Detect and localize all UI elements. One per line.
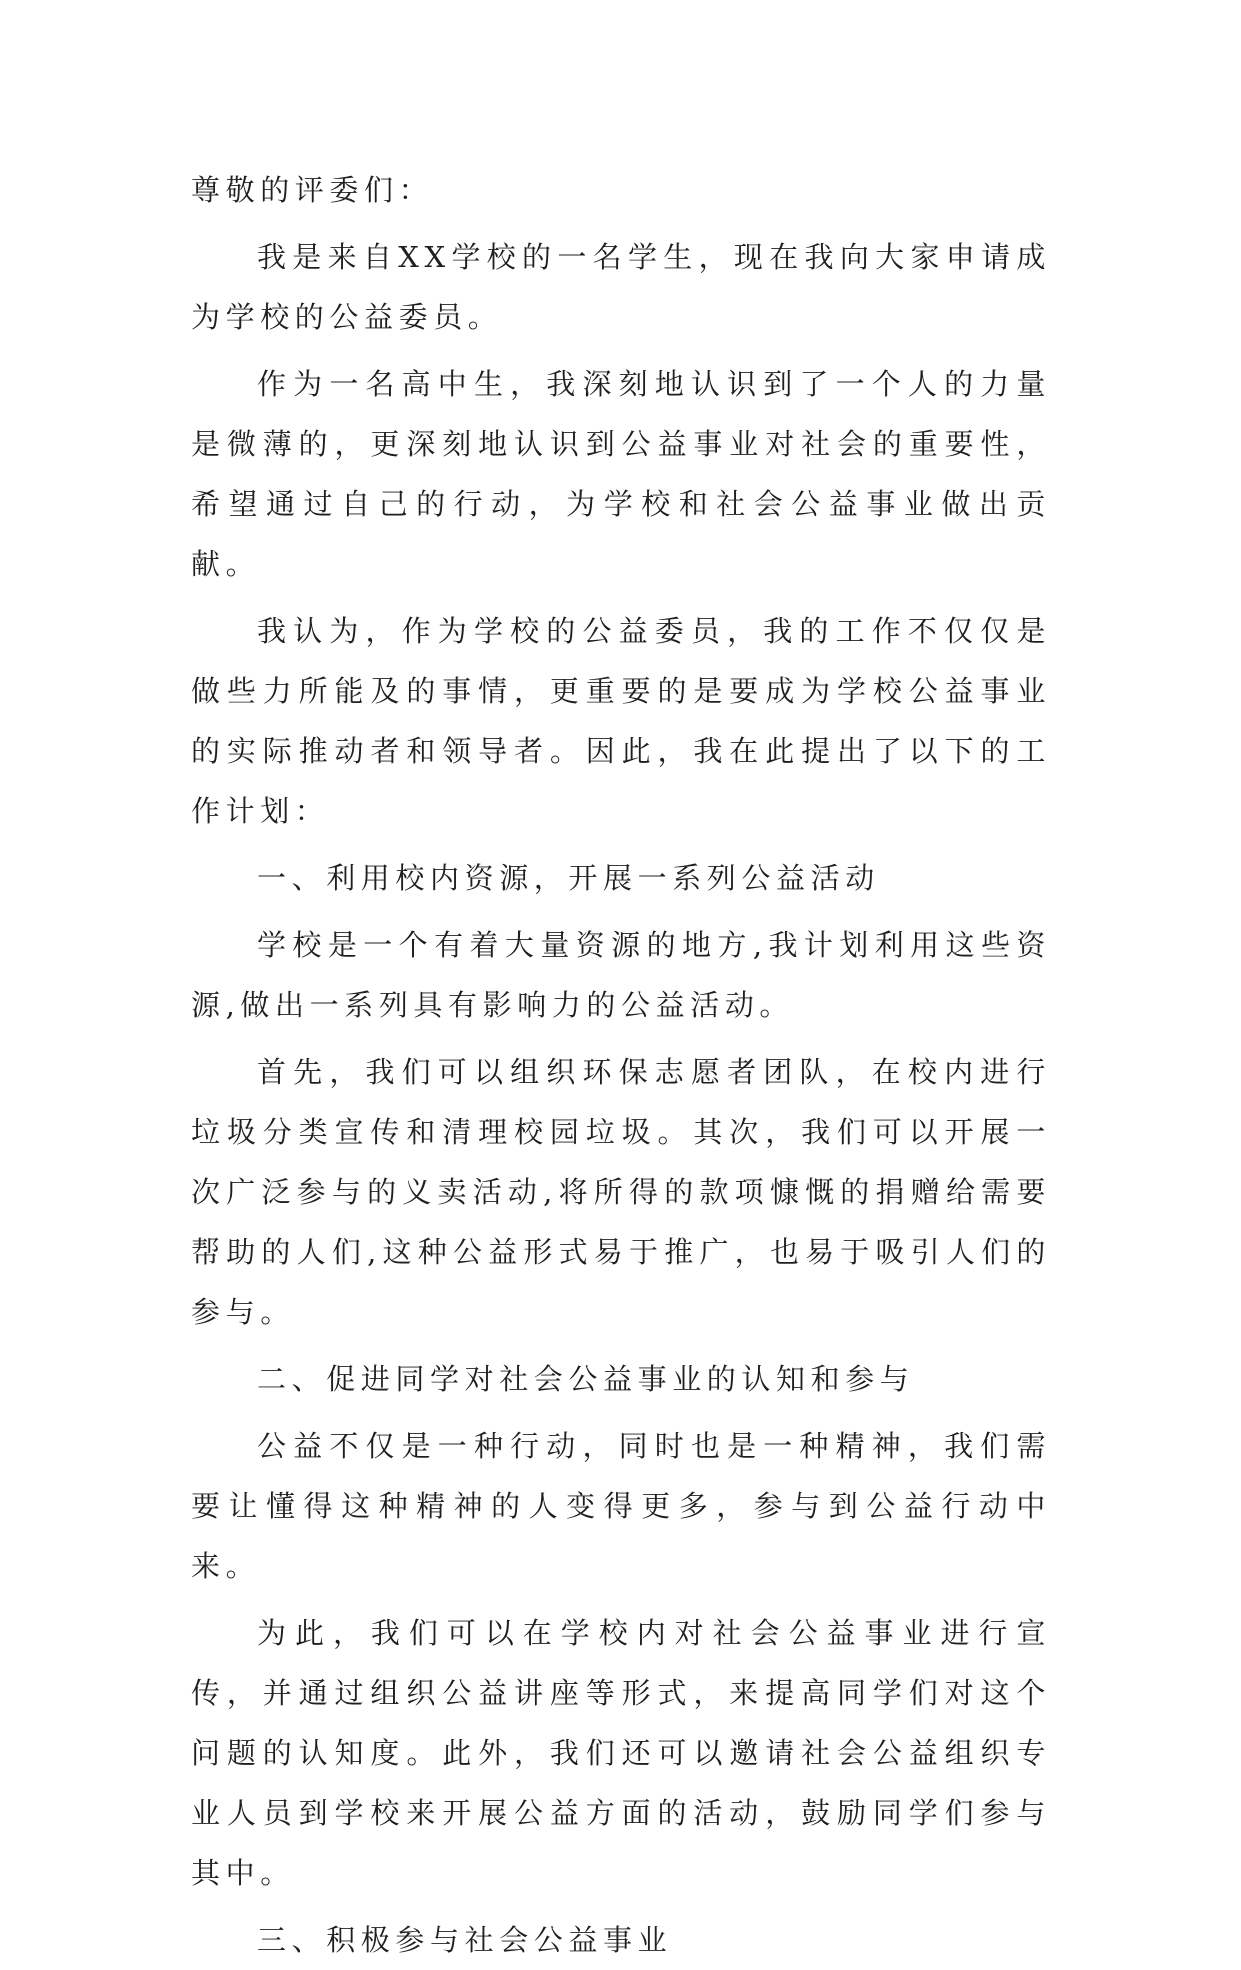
paragraph-spirit: 公益不仅是一种行动，同时也是一种精神，我们需要让懂得这种精神的人变得更多，参与到公益行动中来。 (191, 1429, 1051, 1583)
paragraph-role: 我认为，作为学校的公益委员，我的工作不仅仅是做些力所能及的事情，更重要的是要成为学校公益事业的实际推动者和领导者。因此，我在此提出了以下的工作计划： (191, 614, 1051, 828)
section-heading-3: 三、积极参与社会公益事业 (257, 1923, 673, 1957)
salutation: 尊敬的评委们： (191, 173, 434, 207)
document-body (191, 160, 1051, 1970)
paragraph-resources: 学校是一个有着大量资源的地方,我计划利用这些资源,做出一系列具有影响力的公益活动。 (191, 928, 1051, 1022)
paragraph-activities: 首先，我们可以组织环保志愿者团队，在校内进行垃圾分类宣传和清理校园垃圾。其次，我们可以开展一次广泛参与的义卖活动,将所得的款项慷慨的捐赠给需要帮助的人们,这种公益形式易于推广，也易于吸引人们的参与。 (191, 1055, 1051, 1329)
section-heading-2: 二、促进同学对社会公益事业的认知和参与 (257, 1362, 915, 1396)
paragraph-intro: 我是来自XX学校的一名学生，现在我向大家申请成为学校的公益委员。 (191, 240, 1051, 334)
section-heading-1: 一、利用校内资源，开展一系列公益活动 (257, 861, 880, 895)
paragraph-awareness: 为此，我们可以在学校内对社会公益事业进行宣传，并通过组织公益讲座等形式，来提高同学们对这个问题的认知度。此外，我们还可以邀请社会公益组织专业人员到学校来开展公益方面的活动，鼓励同学们参与其中。 (191, 1616, 1051, 1890)
paragraph-motivation: 作为一名高中生，我深刻地认识到了一个人的力量是微薄的，更深刻地认识到公益事业对社会的重要性，希望通过自己的行动，为学校和社会公益事业做出贡献。 (191, 367, 1051, 581)
